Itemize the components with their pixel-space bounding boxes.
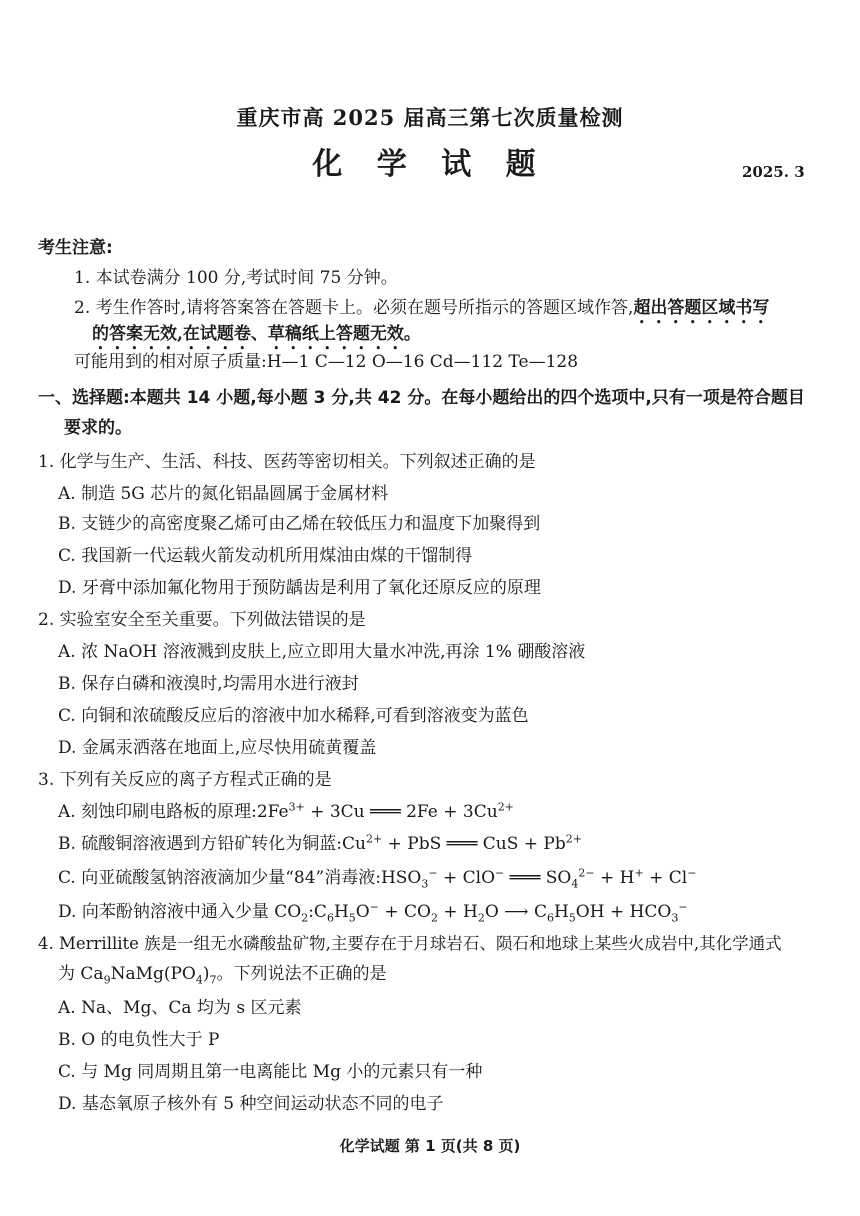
question-2-option-a: A. 浓 NaOH 溶液溅到皮肤上,应立即用大量水冲洗,再涂 1% 硼酸溶液 [58, 642, 586, 662]
notice-item-2-text: 2. 考生作答时,请将答案答在答题卡上。必须在题号所指示的答题区域作答, [74, 298, 634, 318]
question-4-stem-cont: 为 $Ca_9NaMg(PO_4)_7$。下列说法不正确的是 [58, 964, 387, 987]
question-1-option-b: B. 支链少的高密度聚乙烯可由乙烯在较低压力和温度下加聚得到 [58, 514, 541, 534]
notice-item-1: 1. 本试卷满分 100 分,考试时间 75 分钟。 [74, 268, 398, 288]
question-3-option-c-text: C. 向亚硫酸氢钠溶液滴加少量“84”消毒液: [58, 868, 381, 888]
question-4-option-d: D. 基态氧原子核外有 5 种空间运动状态不同的电子 [58, 1094, 444, 1114]
question-3-option-d-text: D. 向苯酚钠溶液中通入少量 [58, 902, 275, 922]
question-4-option-b: B. O 的电负性大于 P [58, 1030, 220, 1050]
question-2-option-d: D. 金属汞洒落在地面上,应尽快用硫黄覆盖 [58, 738, 377, 758]
question-3-stem: 3. 下列有关反应的离子方程式正确的是 [38, 770, 332, 790]
notice-item-2-emphasis-cont: 的答案无效,在试题卷、草稿纸上答题无效。 [92, 324, 421, 344]
subject-title: 化 学 试 题 [312, 147, 548, 182]
question-1-option-c: C. 我国新一代运载火箭发动机所用煤油由煤的干馏制得 [58, 546, 473, 566]
question-2-stem: 2. 实验室安全至关重要。下列做法错误的是 [38, 610, 366, 630]
question-4-stem-suffix: 。下列说法不正确的是 [216, 964, 387, 984]
question-1-option-d: D. 牙膏中添加氟化物用于预防龋齿是利用了氧化还原反应的原理 [58, 578, 541, 598]
question-2-option-c: C. 向铜和浓硫酸反应后的溶液中加水稀释,可看到溶液变为蓝色 [58, 706, 529, 726]
section-heading: 一、选择题:本题共 14 小题,每小题 3 分,共 42 分。在每小题给出的四个选项中,只有一项是符合题目 [38, 388, 805, 408]
question-4-stem-prefix: 为 [58, 964, 81, 984]
section-heading-cont: 要求的。 [64, 418, 132, 438]
question-3-option-d: D. 向苯酚钠溶液中通入少量 $CO_2:C_6H_5O^- + CO_2 + H_2O$ ⟶ $C_6H_5OH + HCO_3^-$ [58, 900, 688, 925]
question-3-option-b: B. 硫酸铜溶液遇到方铅矿转化为铜蓝$:Cu^{2+}$ + PbS ═══ CuS + $Pb^{2+}$ [58, 832, 582, 854]
notice-heading: 考生注意: [38, 238, 113, 258]
question-3-option-c: C. 向亚硫酸氢钠溶液滴加少量“84”消毒液$:HSO_3^- + ClO^-$ ═══ $SO_4^{2-} + H^+ + Cl^-$ [58, 866, 697, 891]
exam-title: 重庆市高 2025 届高三第七次质量检测 [236, 105, 624, 130]
question-3-option-b-text: B. 硫酸铜溶液遇到方铅矿转化为铜蓝: [58, 834, 343, 854]
page-footer: 化学试题 第 1 页(共 8 页) [339, 1137, 521, 1155]
exam-date: 2025. 3 [742, 163, 805, 181]
atomic-masses: 可能用到的相对原子质量:H—1 C—12 O—16 Cd—112 Te—128 [74, 352, 579, 372]
question-2-option-b: B. 保存白磷和液溴时,均需用水进行液封 [58, 674, 359, 694]
question-4-stem: 4. Merrillite 族是一组无水磷酸盐矿物,主要存在于月球岩石、陨石和地球上某些火成岩中,其化学通式 [38, 934, 782, 953]
question-4-option-c: C. 与 Mg 同周期且第一电离能比 Mg 小的元素只有一种 [58, 1062, 483, 1082]
question-3-option-a-text: A. 刻蚀印刷电路板的原理: [58, 802, 257, 822]
question-3-option-a: A. 刻蚀印刷电路板的原理$:2Fe^{3+} + 3Cu$ ═══ $2Fe + 3Cu^{2+}$ [58, 800, 514, 822]
notice-item-2-emphasis: 超出答题区域书写 [633, 298, 770, 318]
question-4-option-a: A. Na、Mg、Ca 均为 s 区元素 [58, 998, 302, 1018]
question-1-option-a: A. 制造 5G 芯片的氮化铝晶圆属于金属材料 [58, 484, 389, 504]
question-1-stem: 1. 化学与生产、生活、科技、医药等密切相关。下列叙述正确的是 [38, 452, 536, 472]
